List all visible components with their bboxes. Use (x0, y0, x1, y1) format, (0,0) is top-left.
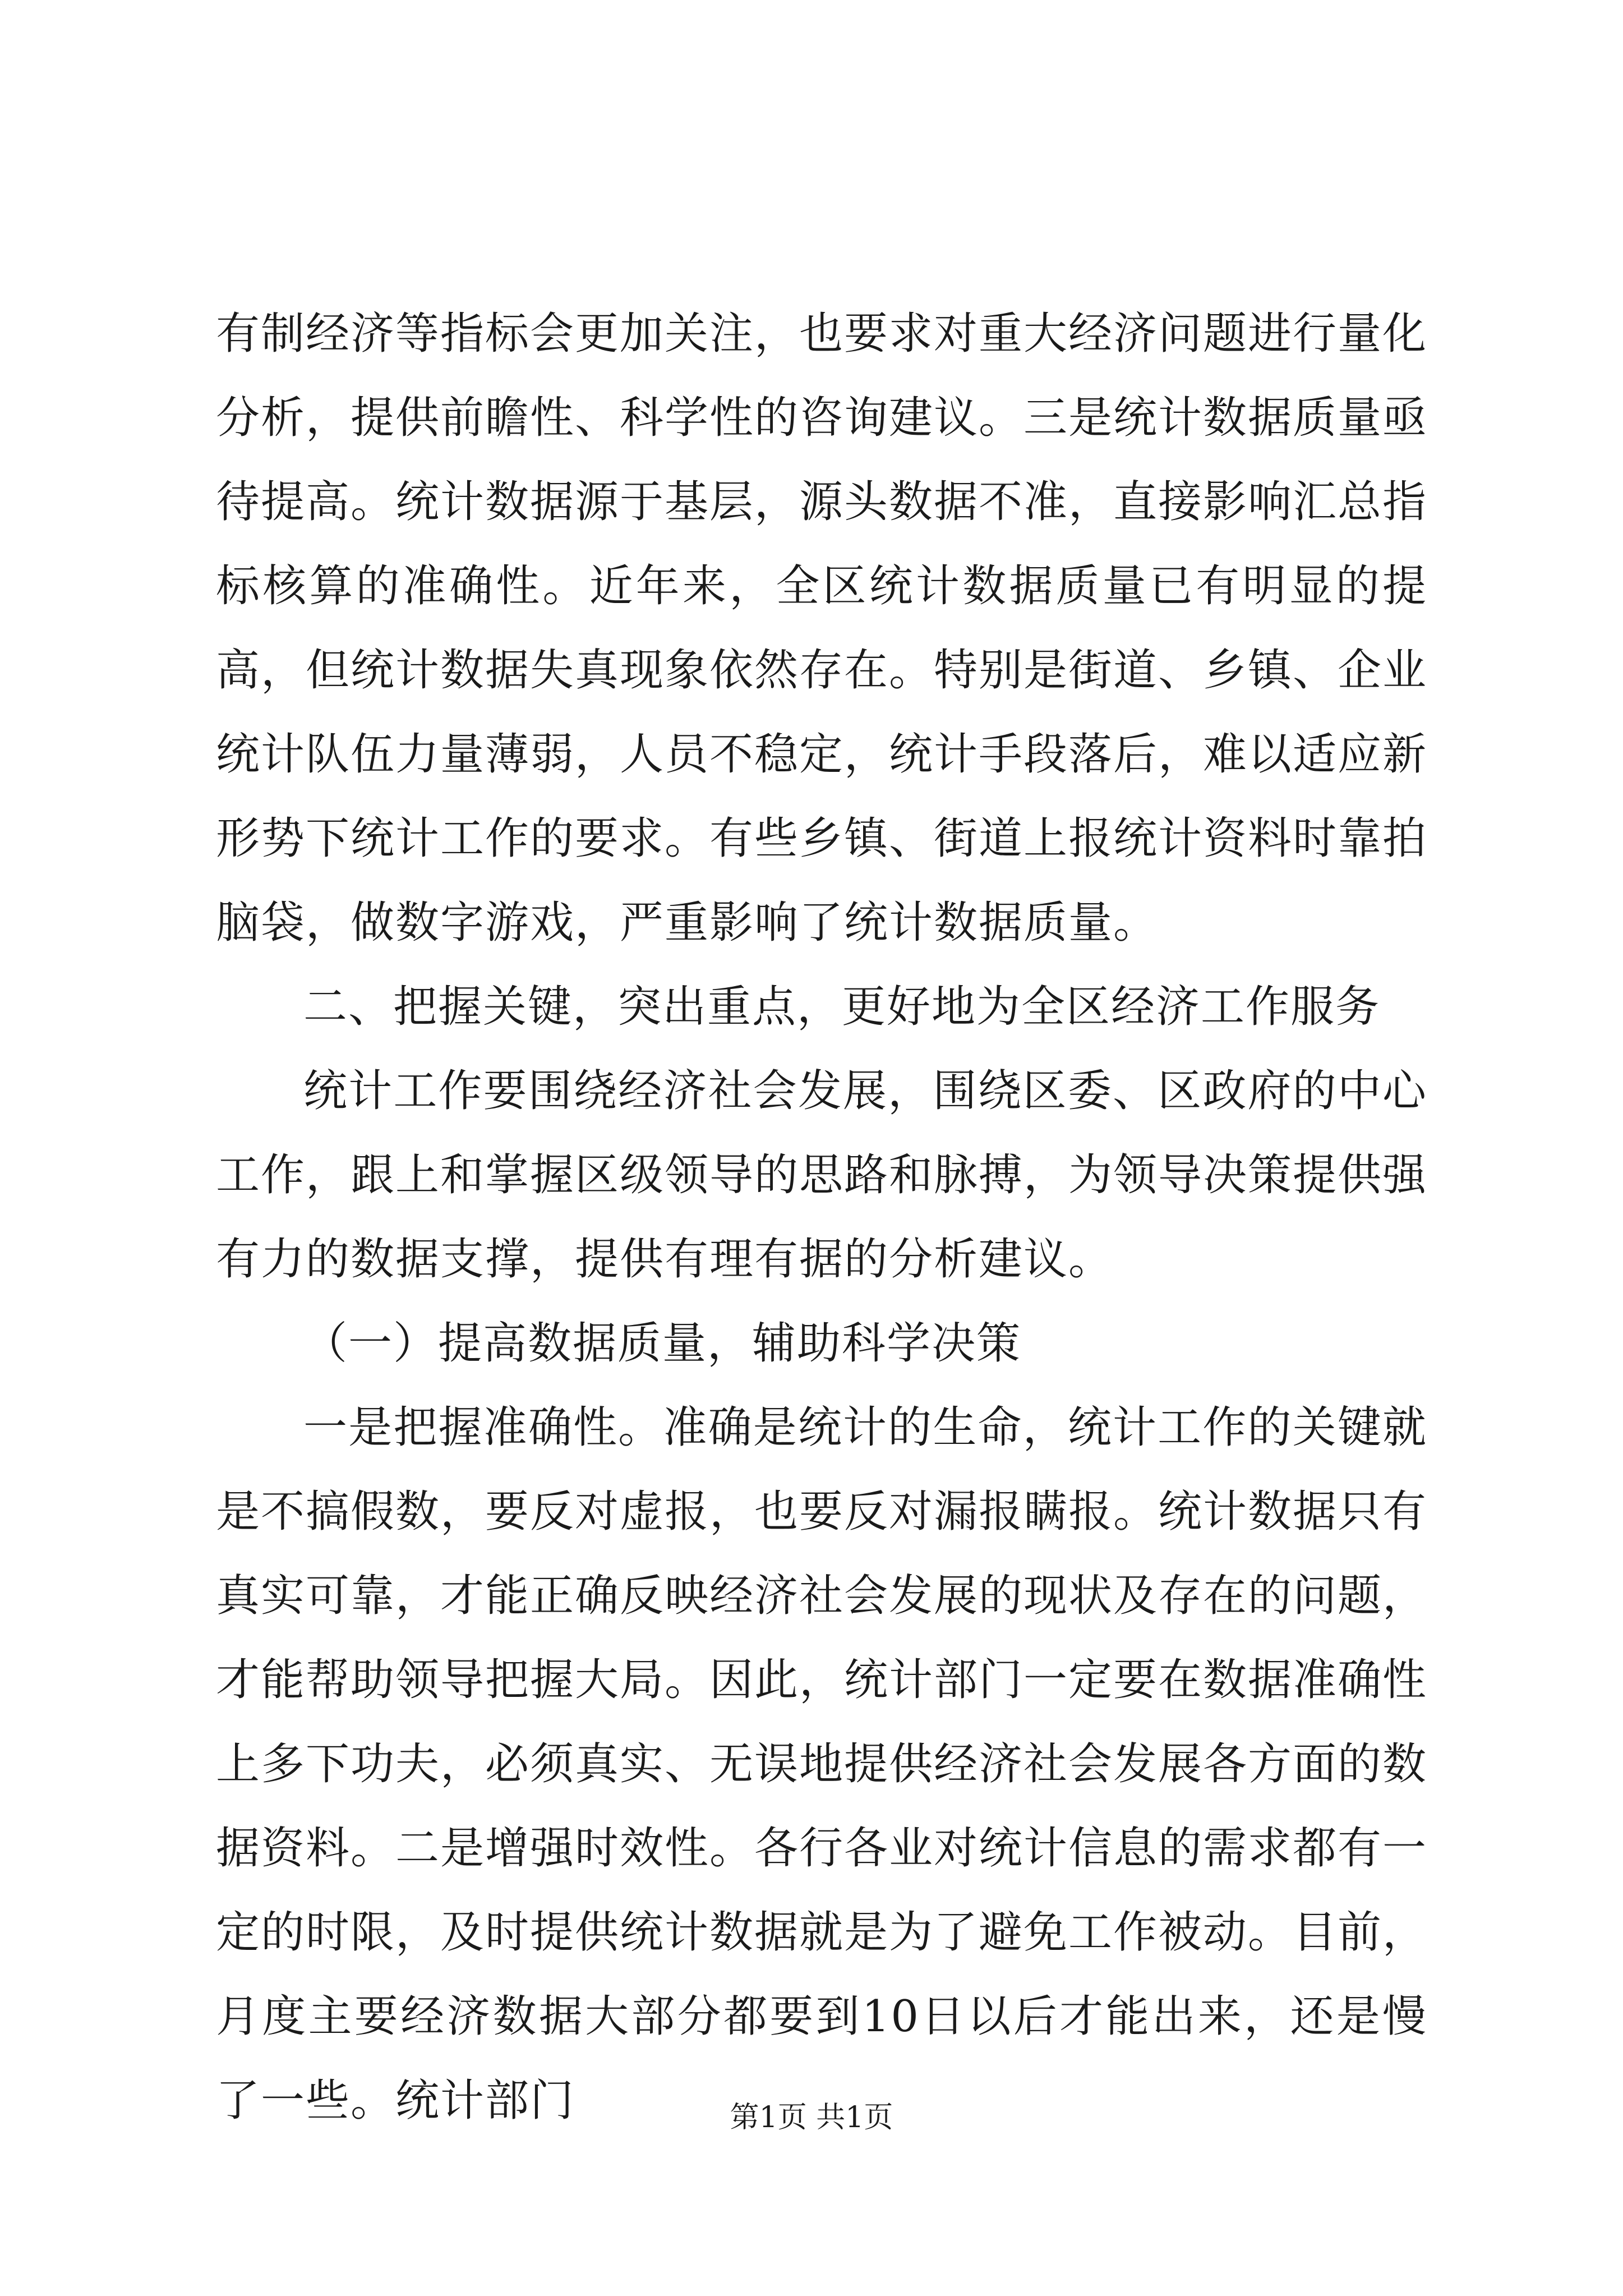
paragraph: 一是把握准确性。准确是统计的生命，统计工作的关键就是不搞假数，要反对虚报，也要反对漏报瞒报。统计数据只有真实可靠，才能正确反映经济社会发展的现状及存在的问题，才能帮助领导把握大局。因此，统计部门一定要在数据准确性上多下功夫，必须真实、无误地提供经济社会发展各方面的数据资料。二是增强时效性。各行各业对统计信息的需求都有一定的时限，及时提供统计数据就是为了避免工作被动。目前，月度主要经济数据大部分都要到10日以后才能出来，还是慢了一些。统计部门 (216, 1402, 1428, 2126)
paragraph: 统计工作要围绕经济社会发展，围绕区委、区政府的中心工作，跟上和掌握区级领导的思路和脉搏，为领导决策提供强有力的数据支撑，提供有理有据的分析建议。 (216, 1066, 1428, 1285)
paragraph-continuation: 有制经济等指标会更加关注，也要求对重大经济问题进行量化分析，提供前瞻性、科学性的咨询建议。三是统计数据质量亟待提高。统计数据源于基层，源头数据不准，直接影响汇总指标核算的准确性。近年来，全区统计数据质量已有明显的提高，但统计数据失真现象依然存在。特别是街道、乡镇、企业统计队伍力量薄弱，人员不稳定，统计手段落后，难以适应新形势下统计工作的要求。有些乡镇、街道上报统计资料时靠拍脑袋，做数字游戏，严重影响了统计数据质量。 (216, 309, 1428, 948)
subsection-heading: （一）提高数据质量，辅助科学决策 (303, 1318, 1022, 1369)
document-body (216, 292, 1427, 2143)
page-footer: 第1页 共1页 (730, 2101, 893, 2134)
section-heading: 二、把握关键，突出重点，更好地为全区经济工作服务 (303, 982, 1381, 1032)
